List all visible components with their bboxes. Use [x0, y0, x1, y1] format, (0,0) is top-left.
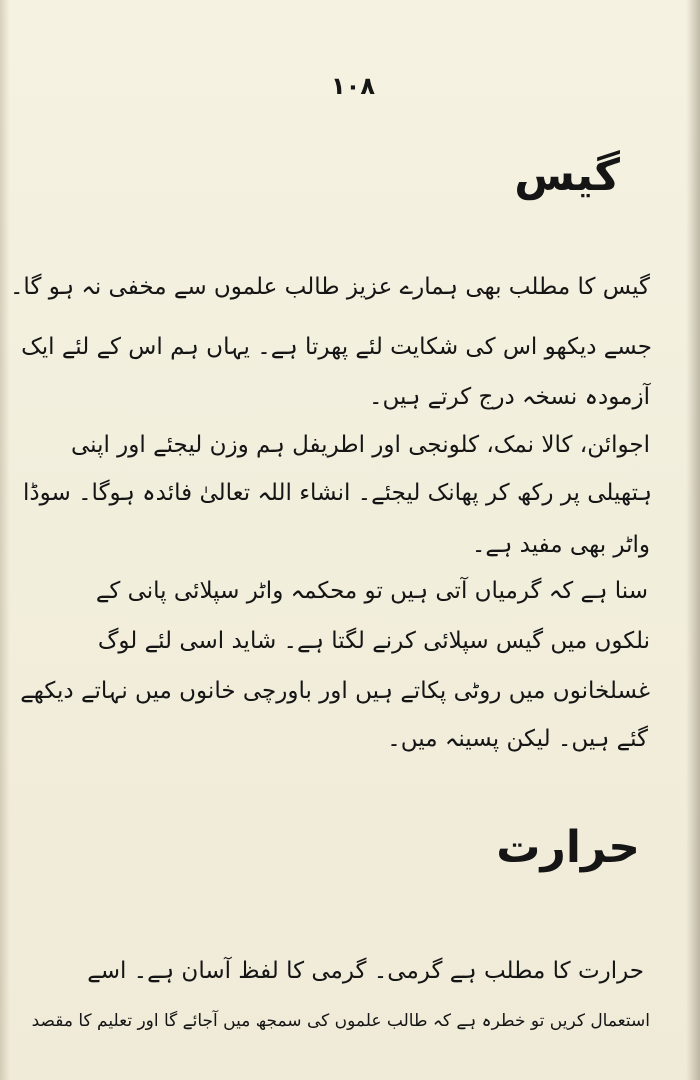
text-line: سنا ہے کہ گرمیاں آتی ہیں تو محکمہ واٹر سپلائی پانی کے	[95, 578, 648, 604]
text-line: ہتھیلی پر رکھ کر پھانک لیجئے۔ انشاء اللہ تعالیٰ فائدہ ہوگا۔ سوڈا	[22, 480, 652, 506]
page-number: ١٠٨	[331, 72, 375, 100]
text-line: گئے ہیں۔ لیکن پسینہ میں۔	[387, 726, 648, 752]
text-line: جسے دیکھو اس کی شکایت لئے پھرتا ہے۔ یہاں ہم اس کے لئے ایک	[21, 334, 652, 360]
section-heading-gas: گیس	[514, 150, 620, 201]
text-line: حرارت کا مطلب ہے گرمی۔ گرمی کا لفظ آسان ہے۔ اسے	[87, 958, 644, 984]
text-line: استعمال کریں تو خطرہ ہے کہ طالب علموں کی سمجھ میں آجائے گا اور تعلیم کا مقصد	[31, 1011, 650, 1031]
text-line: گیس کا مطلب بھی ہمارے عزیز طالب علموں سے مخفی نہ ہو گا۔	[9, 274, 650, 300]
page-edge-shadow-left	[0, 0, 10, 1080]
section-heading-hararat: حرارت	[496, 822, 640, 873]
page-edge-shadow-right	[686, 0, 700, 1080]
text-line: واٹر بھی مفید ہے۔	[471, 532, 650, 558]
text-line: اجوائن، کالا نمک، کلونجی اور اطریفل ہم وزن لیجئے اور اپنی	[70, 432, 650, 458]
text-line: آزمودہ نسخہ درج کرتے ہیں۔	[368, 384, 650, 410]
text-line: غسلخانوں میں روٹی پکاتے ہیں اور باورچی خانوں میں نہاتے دیکھے	[20, 678, 650, 704]
text-line: نلکوں میں گیس سپلائی کرنے لگتا ہے۔ شاید اسی لئے لوگ	[97, 628, 650, 654]
